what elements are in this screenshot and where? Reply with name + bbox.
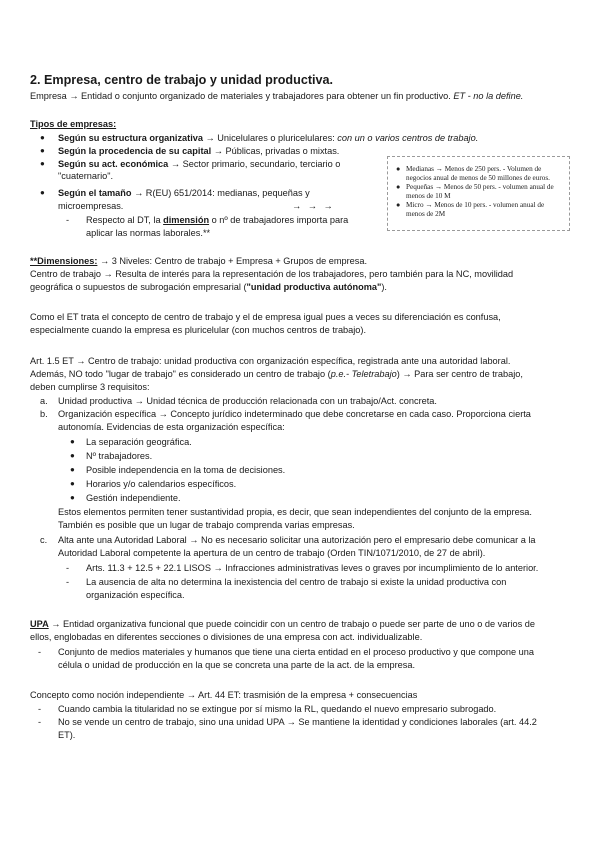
bullet-dot: ● (70, 479, 75, 488)
concepto-item-continuation: ET). (58, 730, 76, 740)
box-item (388, 183, 569, 201)
concepto-item: Cuando cambia la titularidad no se extingue por sí mismo la RL, quedando el nuevo empresario subrogado. (58, 704, 497, 714)
box-line: menos de 10 M (406, 192, 451, 200)
bullet-dot: ● (40, 133, 45, 142)
item-bold: Según la procedencia de su capital (58, 146, 212, 156)
dash-marker: - (66, 577, 70, 587)
item-text: → Públicas, privadas o mixtas. (211, 146, 340, 156)
requirement-c-continuation: Autoridad Laboral competente la apertura de un centro de trabajo (Orden TIN/1071/2010, de 27 de abril). (58, 548, 486, 558)
item-bold: Según el tamaño (58, 188, 132, 198)
concepto-line-1: Concepto como noción independiente → Art. 44 ET: trasmisión de la empresa + consecuencias (30, 690, 418, 700)
item-italic: con un o varios centros de trabajo. (337, 133, 479, 143)
text: Además, NO todo "lugar de trabajo" es considerado un centro de trabajo ( (30, 369, 331, 379)
dimensiones-text: → 3 Niveles: Centro de trabajo + Empresa + Grupos de empresa. (97, 256, 368, 266)
upa-text: → Entidad organizativa funcional que puede coincidir con un centro de trabajo o puede ser parte de uno o de varios de (48, 619, 535, 629)
sub-item-continuation: organización específica. (86, 590, 185, 600)
item-bold: Según su act. económica (58, 159, 169, 169)
et-paragraph-line-1: Como el ET trata el concepto de centro de trabajo y el de empresa igual pues a veces su diferenciación es confusa, (30, 312, 501, 322)
dash-marker: - (38, 647, 42, 657)
list-marker: a. (40, 396, 48, 406)
sub-text: Respecto al DT, la (86, 215, 164, 225)
upa-line-2: ellos, englobadas en diferentes secciones o divisiones de una empresa con act. individualizable. (30, 632, 423, 642)
page-title: 2. Empresa, centro de trabajo y unidad productiva. (30, 73, 334, 87)
upa-label: UPA (30, 619, 49, 629)
art15-line-2 (30, 368, 570, 380)
item-text: → Sector primario, secundario, terciario o (168, 159, 341, 169)
sub-item: Arts. 11.3 + 12.5 + 22.1 LISOS → Infracciones administrativas leves o graves por incumplimiento de lo anterior. (86, 563, 539, 573)
box-line: menos de 2M (406, 210, 446, 218)
dash-marker: - (38, 704, 42, 714)
concepto-item: No se vende un centro de trabajo, sino una unidad UPA → Se mantiene la identidad y condiciones laborales (art. 44.2 (58, 717, 537, 727)
text: ) → Para ser centro de trabajo, (396, 369, 523, 379)
art15-line-3: deben cumplirse 3 requisitos: (30, 382, 150, 392)
bullet-dot: ● (40, 146, 45, 155)
list-item (58, 187, 383, 199)
bullet-dot: ● (396, 165, 401, 173)
bullet-dot: ● (70, 493, 75, 502)
italic-text: p.e.- Teletrabajo (330, 369, 397, 379)
bullet-dot: ● (396, 183, 401, 191)
requirement-b-after-2: También es posible que un lugar de trabajo comprenda varias empresas. (58, 520, 355, 530)
arrows: → → → (292, 201, 335, 211)
requirement-b-after-1: Estos elementos permiten tener sustantividad propia, es decir, que sean independientes del conjunto de la empresa. (58, 507, 532, 517)
dimensiones-label: **Dimensiones: (30, 256, 98, 266)
intro-paragraph (30, 90, 570, 102)
list-item (58, 132, 538, 144)
upa-item: Conjunto de medios materiales y humanos que tiene una cierta entidad en el proceso productivo y que compone una (58, 647, 535, 657)
bullet-dot: ● (40, 188, 45, 197)
box-item (388, 201, 569, 219)
bullet-dot: ● (70, 437, 75, 446)
list-item-continuation: "cuaternario". (58, 171, 114, 181)
box-line: Micro → Menos de 10 pers. - volumen anual de (406, 201, 545, 209)
bullet-dot: ● (40, 159, 45, 168)
sub-item (86, 214, 386, 226)
tipos-heading: Tipos de empresas: (30, 119, 117, 129)
intro-text: Empresa → Entidad o conjunto organizado de materiales y trabajadores para obtener un fin productivo. (30, 91, 454, 101)
list-item: Nº trabajadores. (86, 451, 153, 461)
box-item (388, 165, 569, 183)
bullet-dot: ● (70, 465, 75, 474)
item-text: → Unicelulares o pluricelulares: (203, 133, 338, 143)
list-item (58, 145, 378, 157)
list-item: Posible independencia en la toma de decisiones. (86, 465, 286, 475)
list-item: Horarios y/o calendarios específicos. (86, 479, 237, 489)
dash-marker: - (38, 717, 42, 727)
text: ). (381, 282, 387, 292)
art15-line-1: Art. 1.5 ET → Centro de trabajo: unidad productiva con organización específica, registrada ante una autoridad laboral. (30, 356, 511, 366)
dash-marker: - (66, 563, 70, 573)
upa-item-continuation: célula o unidad de producción en la que se concreta una parte de la act. de la empresa. (58, 660, 416, 670)
box-line: Medianas → Menos de 250 pers. - Volumen de (406, 165, 542, 173)
box-line: Pequeñas → Menos de 50 pers. - volumen anual de (406, 183, 554, 191)
bullet-dot: ● (70, 451, 75, 460)
list-marker: c. (40, 535, 48, 545)
text: geográfica o supuestos de subrogación empresarial ( (30, 282, 247, 292)
dimensiones-line-2: Centro de trabajo → Resulta de interés para la representación de los trabajadores, pero también para la NC, movilidad (30, 269, 514, 279)
sub-text-after: o nº de trabajadores importa para (209, 215, 349, 225)
item-text: → R(EU) 651/2014: medianas, pequeñas y (131, 188, 310, 198)
box-line: negocios anual de menos de 50 millones de euros. (406, 174, 550, 182)
bold-text: "unidad productiva autónoma" (246, 282, 382, 292)
intro-italic: ET - no la define. (453, 91, 524, 101)
item-bold: Según su estructura organizativa (58, 133, 203, 143)
requirement-a: Unidad productiva → Unidad técnica de producción relacionada con un trabajo/Act. concreta. (58, 396, 437, 406)
et-paragraph-line-2: especialmente cuando la empresa es pluricelular (con muchos centros de trabajo). (30, 325, 367, 335)
list-item: Gestión independiente. (86, 493, 181, 503)
requirement-b: Organización específica → Concepto jurídico indeterminado que debe concretarse en cada caso. Proporciona cierta (58, 409, 531, 419)
sub-item-continuation: aplicar las normas laborales.** (86, 228, 211, 238)
sub-underline: dimensión (163, 215, 210, 225)
list-marker: b. (40, 409, 48, 419)
requirement-b-continuation: autonomía. Evidencias de esta organización específica: (58, 422, 285, 432)
list-item: La separación geográfica. (86, 437, 192, 447)
list-item-continuation: microempresas. (58, 201, 124, 211)
size-definitions-box (387, 156, 570, 231)
dimensiones-line (30, 255, 570, 267)
upa-line-1 (30, 618, 570, 630)
list-item (58, 158, 383, 170)
dimensiones-line-3 (30, 281, 570, 293)
bullet-dot: ● (396, 201, 401, 209)
dash-marker: - (66, 215, 70, 225)
sub-item: La ausencia de alta no determina la inexistencia del centro de trabajo si existe la unidad productiva con (86, 577, 507, 587)
requirement-c: Alta ante una Autoridad Laboral → No es necesario solicitar una autorización pero el empresario debe comunicar a la (58, 535, 536, 545)
